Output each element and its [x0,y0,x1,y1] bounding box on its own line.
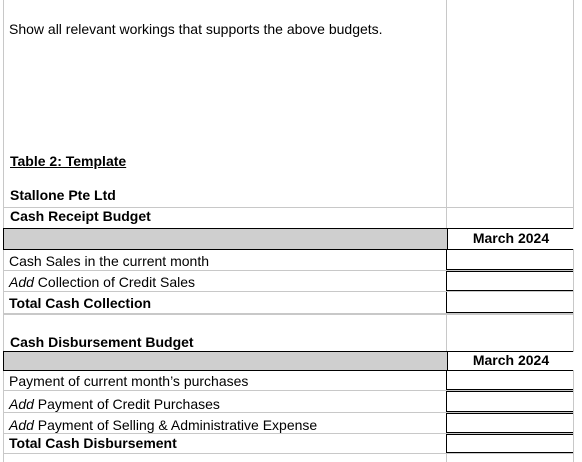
value-cell[interactable] [446,391,573,412]
value-cell[interactable] [446,271,573,291]
table-row [3,371,573,391]
row-label: Cash Sales in the current month [9,253,209,269]
instruction-text: Show all relevant workings that supports the above budgets. [9,21,383,37]
total-value-cell[interactable] [446,292,573,313]
receipt-budget-title: Cash Receipt Budget [10,208,151,224]
row-label: Add Payment of Selling & Administrative Expense [9,417,318,433]
disbursement-header-row [3,351,573,371]
receipt-column-label: March 2024 [472,230,550,246]
table-row [3,271,573,292]
table-row [3,413,573,434]
disbursement-column-header [447,352,574,370]
total-label: Total Cash Disbursement [9,435,177,451]
value-cell[interactable] [446,413,573,433]
table-row-total [3,434,573,454]
table-row [3,250,573,271]
total-value-cell[interactable] [446,434,573,453]
disbursement-column-label: March 2024 [472,352,550,368]
value-cell[interactable] [446,371,573,390]
grid-line [3,314,573,315]
company-name: Stallone Pte Ltd [10,187,116,203]
receipt-header-row [3,228,573,250]
total-label: Total Cash Collection [9,295,152,311]
row-label: Add Collection of Credit Sales [9,274,195,290]
table-row-total [3,292,573,314]
value-cell[interactable] [446,250,573,270]
table-row [3,391,573,413]
receipt-column-header [447,229,574,249]
row-label: Add Payment of Credit Purchases [9,396,220,412]
disbursement-budget-title: Cash Disbursement Budget [10,334,194,350]
template-title: Table 2: Template [10,153,127,169]
row-label: Payment of current month’s purchases [9,373,249,389]
